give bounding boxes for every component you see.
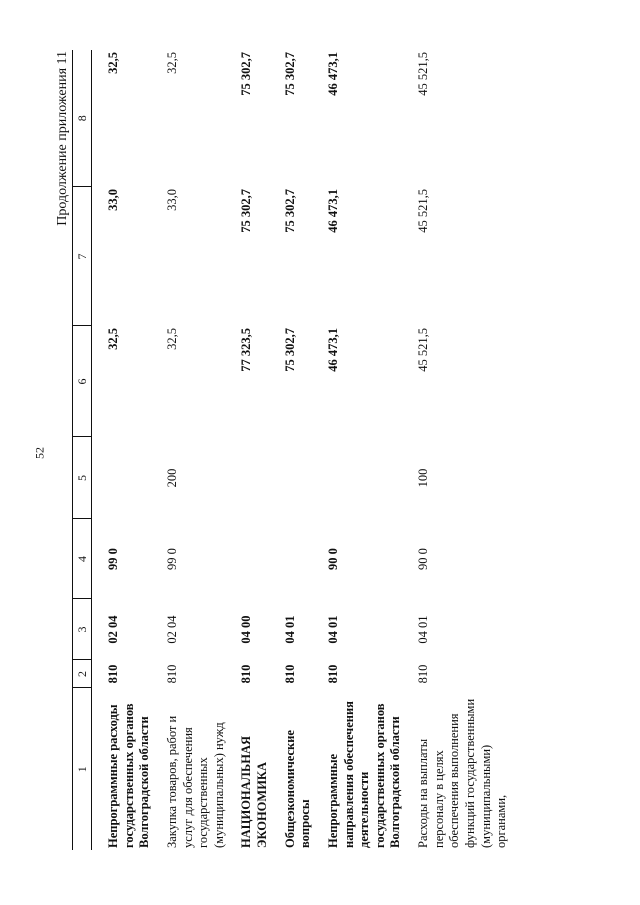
row-name: Общеэкономические вопросы xyxy=(282,730,313,848)
column-header: 1 xyxy=(73,688,92,850)
table-row xyxy=(283,50,326,850)
table-row xyxy=(326,50,416,850)
cell-target-item: 99 0 xyxy=(106,548,120,570)
cell-ministry: 810 xyxy=(239,664,254,684)
cell-section: 04 01 xyxy=(325,615,340,644)
cell-amount-7: 75 302,7 xyxy=(239,189,254,233)
cell-section: 04 00 xyxy=(239,615,254,644)
cell-expense-type xyxy=(92,437,165,519)
cell-amount-6: 77 323,5 xyxy=(239,328,254,372)
column-header: 5 xyxy=(73,437,92,519)
column-header: 8 xyxy=(73,50,92,187)
row-name: Расходы на выплаты персоналу в целях обеспечения выполнения функций государственными (муниципальными) органами, xyxy=(416,698,509,848)
cell-target-item: 90 0 xyxy=(325,548,340,570)
column-header: 2 xyxy=(73,660,92,688)
table-row xyxy=(92,50,165,850)
cell-amount-6: 32,5 xyxy=(164,328,179,350)
cell-expense-type: 100 xyxy=(416,468,430,488)
cell-amount-7: 33,0 xyxy=(164,189,179,211)
column-header: 3 xyxy=(73,599,92,660)
table-row xyxy=(416,50,522,850)
continuation-label: Продолжение приложения 11 xyxy=(55,51,70,226)
cell-amount-6: 46 473,1 xyxy=(325,328,340,372)
cell-target-item: 90 0 xyxy=(416,548,430,570)
cell-expense-type xyxy=(283,437,326,519)
page-number: 52 xyxy=(32,447,47,459)
table-row xyxy=(239,50,282,850)
row-name: НАЦИОНАЛЬНАЯ ЭКОНОМИКА xyxy=(239,735,269,848)
cell-amount-8: 45 521,5 xyxy=(416,52,430,96)
cell-amount-8: 46 473,1 xyxy=(325,52,340,96)
cell-section: 02 04 xyxy=(164,615,179,644)
cell-amount-8: 32,5 xyxy=(164,52,179,74)
cell-ministry: 810 xyxy=(416,664,430,684)
cell-target-item: 99 0 xyxy=(164,548,179,570)
row-name: Закупка товаров, работ и услуг для обеспечения государственных (муниципальных) нужд xyxy=(164,715,226,848)
table-header-row xyxy=(73,50,92,850)
cell-ministry: 810 xyxy=(282,664,297,684)
cell-amount-6: 32,5 xyxy=(106,328,120,350)
budget-table xyxy=(72,50,522,850)
cell-expense-type xyxy=(239,437,282,519)
cell-amount-8: 75 302,7 xyxy=(282,52,297,96)
table-row xyxy=(165,50,240,850)
cell-amount-6: 45 521,5 xyxy=(416,328,430,372)
cell-amount-7: 45 521,5 xyxy=(416,189,430,233)
column-header: 6 xyxy=(73,326,92,437)
cell-expense-type: 200 xyxy=(164,468,179,488)
cell-section: 02 04 xyxy=(106,615,120,644)
cell-amount-8: 75 302,7 xyxy=(239,52,254,96)
row-name: Непрограммные расходы государственных органов Волгоградской области xyxy=(106,703,152,848)
cell-amount-7: 75 302,7 xyxy=(282,189,297,233)
cell-section: 04 01 xyxy=(416,615,430,644)
cell-ministry: 810 xyxy=(164,664,179,684)
column-header: 4 xyxy=(73,519,92,599)
cell-section: 04 01 xyxy=(282,615,297,644)
column-header: 7 xyxy=(73,187,92,326)
cell-ministry: 810 xyxy=(325,664,340,684)
cell-ministry: 810 xyxy=(106,664,120,684)
cell-target-item xyxy=(239,519,282,599)
cell-amount-7: 33,0 xyxy=(106,189,120,211)
cell-amount-8: 32,5 xyxy=(106,52,120,74)
cell-amount-6: 75 302,7 xyxy=(282,328,297,372)
cell-expense-type xyxy=(326,437,416,519)
cell-amount-7: 46 473,1 xyxy=(325,189,340,233)
cell-target-item xyxy=(283,519,326,599)
row-name: Непрограммные направления обеспечения деятельности государственных органов Волгоградской области xyxy=(325,701,403,848)
